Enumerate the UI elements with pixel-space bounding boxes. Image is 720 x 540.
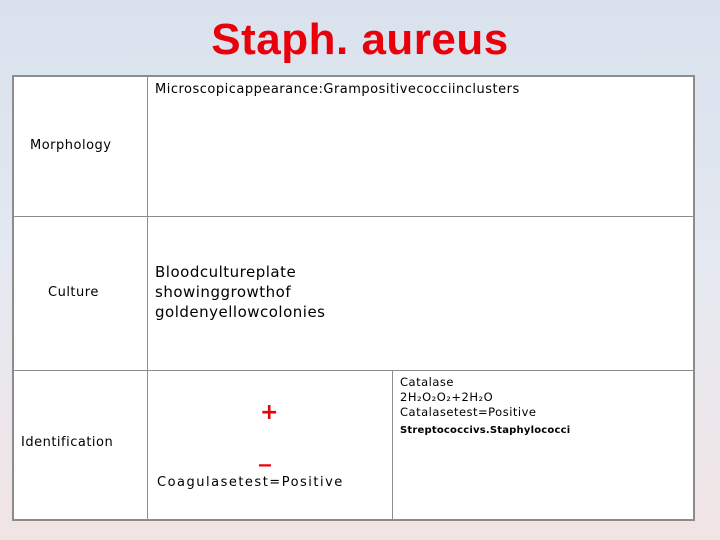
culture-content <box>155 262 326 322</box>
coagulase-test-text: Coagulasetest=Positive <box>157 475 344 490</box>
row-divider-1 <box>14 216 693 217</box>
row-divider-2 <box>14 370 693 371</box>
identification-label: Identification <box>21 435 114 450</box>
column-divider-2 <box>392 370 393 519</box>
coagulase-minus-sign: _ <box>259 439 271 467</box>
catalase-note: Streptococcivs.Staphylococci <box>400 425 571 436</box>
catalase-content <box>400 375 537 420</box>
slide-title: Staph. aureus <box>211 15 509 64</box>
column-divider-1 <box>147 77 148 519</box>
culture-line-2: showinggrowthof <box>155 283 292 301</box>
coagulase-plus-sign: + <box>260 400 279 425</box>
culture-label: Culture <box>48 285 99 300</box>
morphology-content: Microscopicappearance:Grampositivecocciinclusters <box>155 82 520 97</box>
culture-line-1: Bloodcultureplate <box>155 263 297 281</box>
info-table <box>12 75 695 521</box>
catalase-line-1: Catalase <box>400 375 454 389</box>
culture-line-3: goldenyellowcolonies <box>155 303 326 321</box>
morphology-label: Morphology <box>30 138 112 153</box>
catalase-line-3: Catalasetest=Positive <box>400 405 537 419</box>
catalase-line-2: 2H₂O₂O₂+2H₂O <box>400 390 494 404</box>
